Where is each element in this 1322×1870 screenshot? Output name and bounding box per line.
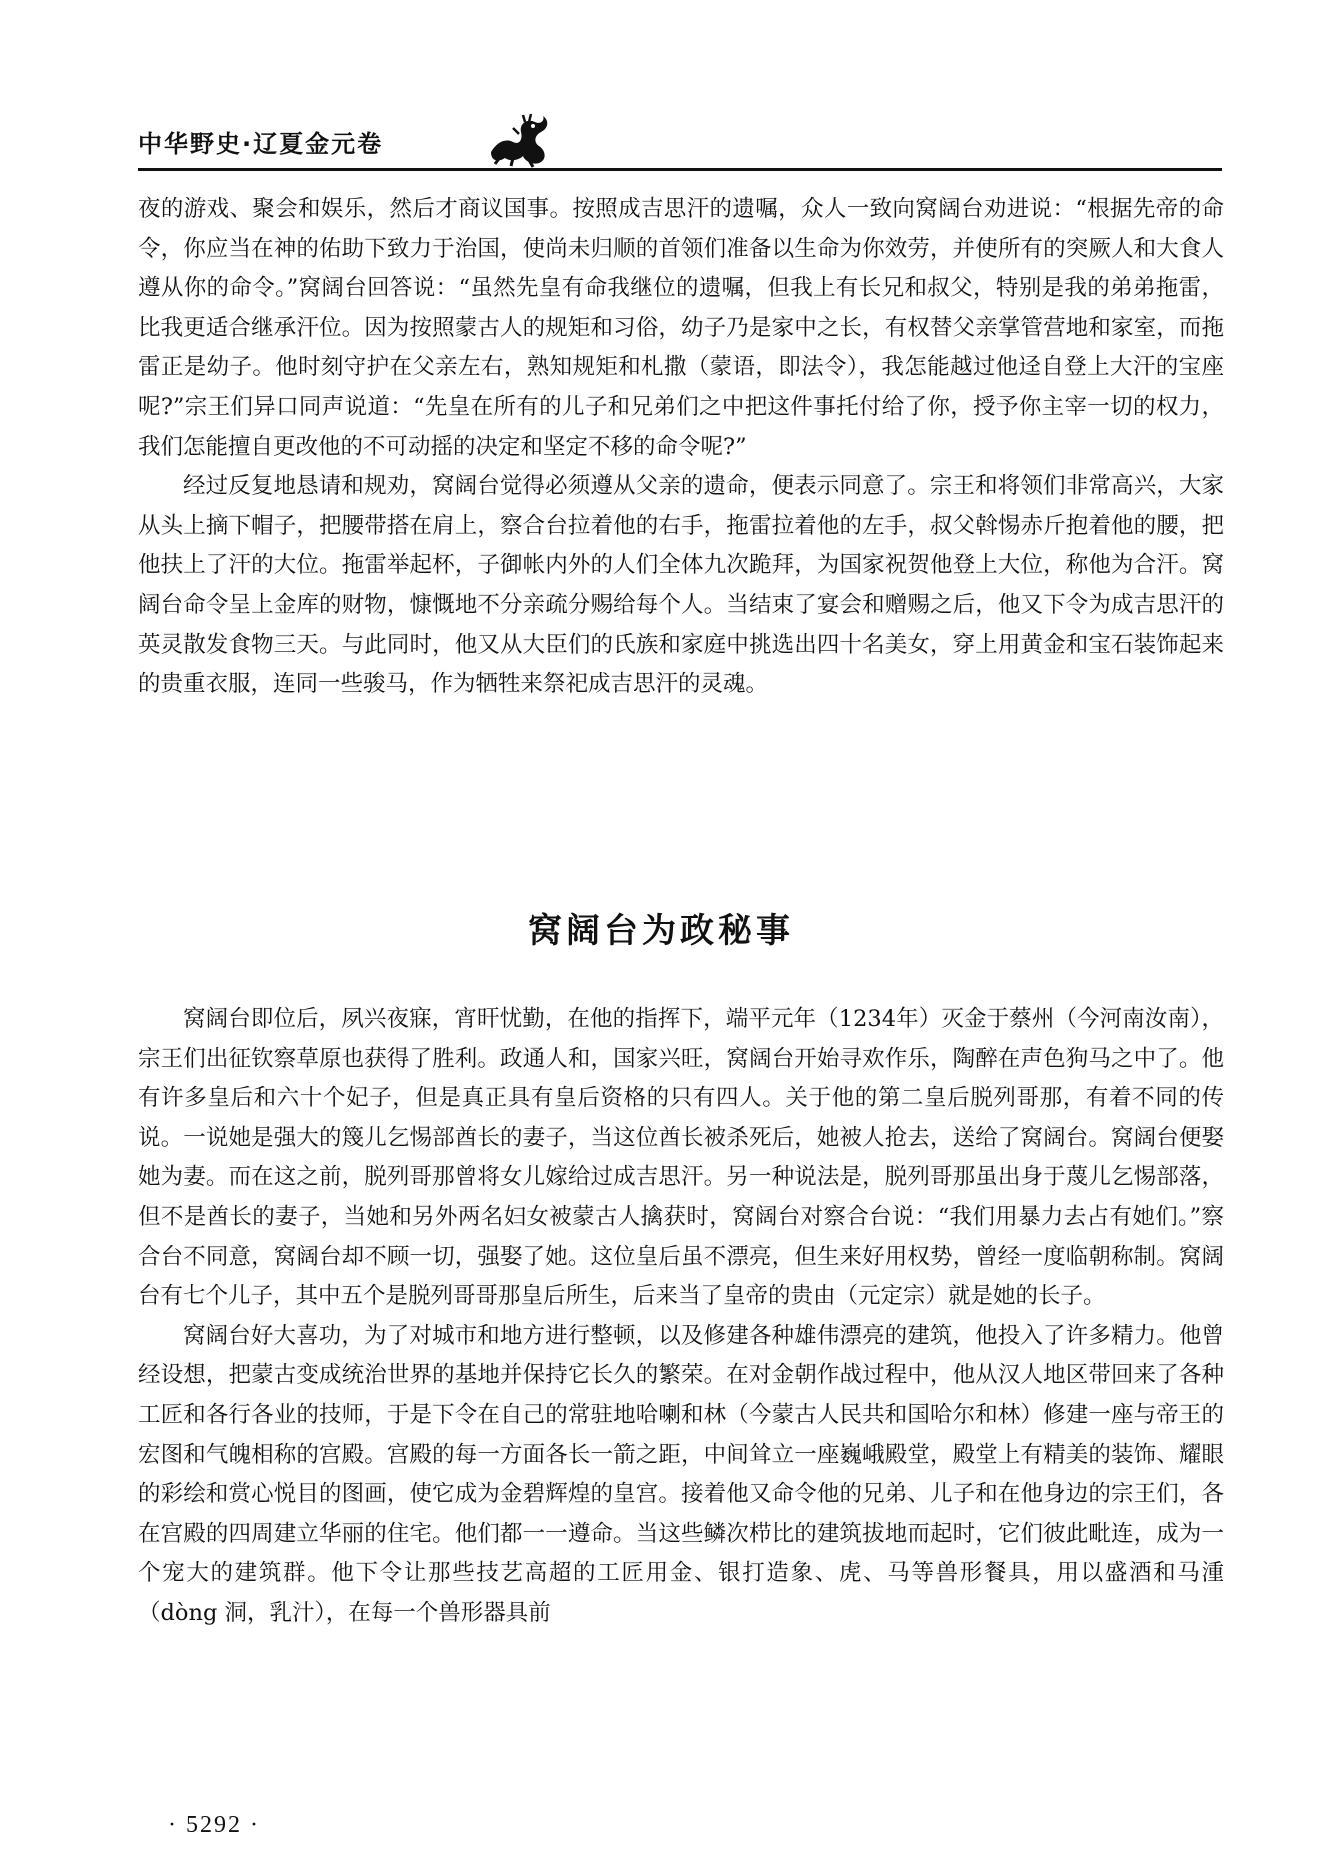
paragraph: 窝阔台好大喜功，为了对城市和地方进行整顿，以及修建各种雄伟漂亮的建筑，他投入了许多精力。他曾经设想，把蒙古变成统治世界的基地并保持它长久的繁荣。在对金朝作战过程中，他从汉人地区带回来了各种工匠和各行各业的技师，于是下令在自己的常驻地哈喇和林（今蒙古人民共和国哈尔和林）修建一座与帝王的宏图和气魄相称的宫殿。宫殿的每一方面各长一箭之距，中间耸立一座巍峨殿堂，殿堂上有精美的装饰、耀眼的彩绘和赏心悦目的图画，使它成为金碧辉煌的皇宫。接着他又命令他的兄弟、儿子和在他身边的宗王们，各在宫殿的四周建立华丽的住宅。他们都一一遵命。当这些鳞次栉比的建筑拔地而起时，它们彼此毗连，成为一个宠大的建筑群。他下令让那些技艺高超的工匠用金、银打造象、虎、马等兽形餐具，用以盛酒和马湩（dòng 洞，乳汁），在每一个兽形器具前	[138, 1322, 1224, 1626]
section-heading: 窝阔台为政秘事	[528, 911, 794, 951]
paragraph: 窝阔台即位后，夙兴夜寐，宵旰忧勤，在他的指挥下，端平元年（1234年）灭金于蔡州（今河南汝南），宗王们出征钦察草原也获得了胜利。政通人和，国家兴旺，窝阔台开始寻欢作乐，陶醉在声色狗马之中了。他有许多皇后和六十个妃子，但是真正具有皇后资格的只有四人。关于他的第二皇后脱列哥那，有着不同的传说。一说她是强大的篾儿乞惕部酋长的妻子，当这位酋长被杀死后，她被人抢去，送给了窝阔台。窝阔台便娶她为妻。而在这之前，脱列哥那曾将女儿嫁给过成吉思汗。另一种说法是，脱列哥那虽出身于蔑儿乞惕部落，但不是酋长的妻子，当她和另外两名妇女被蒙古人擒获时，窝阔台对察合台说：“我们用暴力去占有她们。”察合台不同意，窝阔台却不顾一切，强娶了她。这位皇后虽不漂亮，但生来好用权势，曾经一度临朝称制。窝阔台有七个儿子，其中五个是脱列哥哥那皇后所生，后来当了皇帝的贵由（元定宗）就是她的长子。	[138, 1006, 1224, 1310]
section1-body	[138, 190, 1224, 705]
header-title: 中华野史·辽夏金元卷	[138, 130, 384, 158]
paragraph: 经过反复地恳请和规劝，窝阔台觉得必须遵从父亲的遗命，便表示同意了。宗王和将领们非常高兴，大家从头上摘下帽子，把腰带搭在肩上，察合台拉着他的右手，拖雷拉着他的左手，叔父斡惕赤斤抱着他的腰，把他扶上了汗的大位。拖雷举起杯，子御帐内外的人们全体九次跪拜，为国家祝贺他登上大位，称他为合汗。窝阔台命令呈上金库的财物，慷慨地不分亲疏分赐给每个人。当结束了宴会和赠赐之后，他又下令为成吉思汗的英灵散发食物三天。与此同时，他又从大臣们的氏族和家庭中挑选出四十名美女，穿上用黄金和宝石装饰起来的贵重衣服，连同一些骏马，作为牺牲来祭祀成吉思汗的灵魂。	[138, 473, 1224, 698]
dragon-emblem-icon	[483, 112, 553, 168]
page-number: · 5292 ·	[168, 1812, 260, 1838]
running-header	[138, 118, 1222, 164]
header-divider	[138, 168, 1222, 171]
section2-body	[138, 1000, 1224, 1634]
paragraph: 夜的游戏、聚会和娱乐，然后才商议国事。按照成吉思汗的遗嘱，众人一致向窝阔台劝进说：“根据先帝的命令，你应当在神的佑助下致力于治国，使尚未归顺的首领们准备以生命为你效劳，并使所有的突厥人和大食人遵从你的命令。”窝阔台回答说：“虽然先皇有命我继位的遗嘱，但我上有长兄和叔父，特别是我的弟弟拖雷，比我更适合继承汗位。因为按照蒙古人的规矩和习俗，幼子乃是家中之长，有权替父亲掌管营地和家室，而拖雷正是幼子。他时刻守护在父亲左右，熟知规矩和札撒（蒙语，即法令），我怎能越过他迳自登上大汗的宝座呢?”宗王们异口同声说道：“先皇在所有的儿子和兄弟们之中把这件事托付给了你，授予你主宰一切的权力，我们怎能擅自更改他的不可动摇的决定和坚定不移的命令呢?”	[138, 196, 1224, 460]
